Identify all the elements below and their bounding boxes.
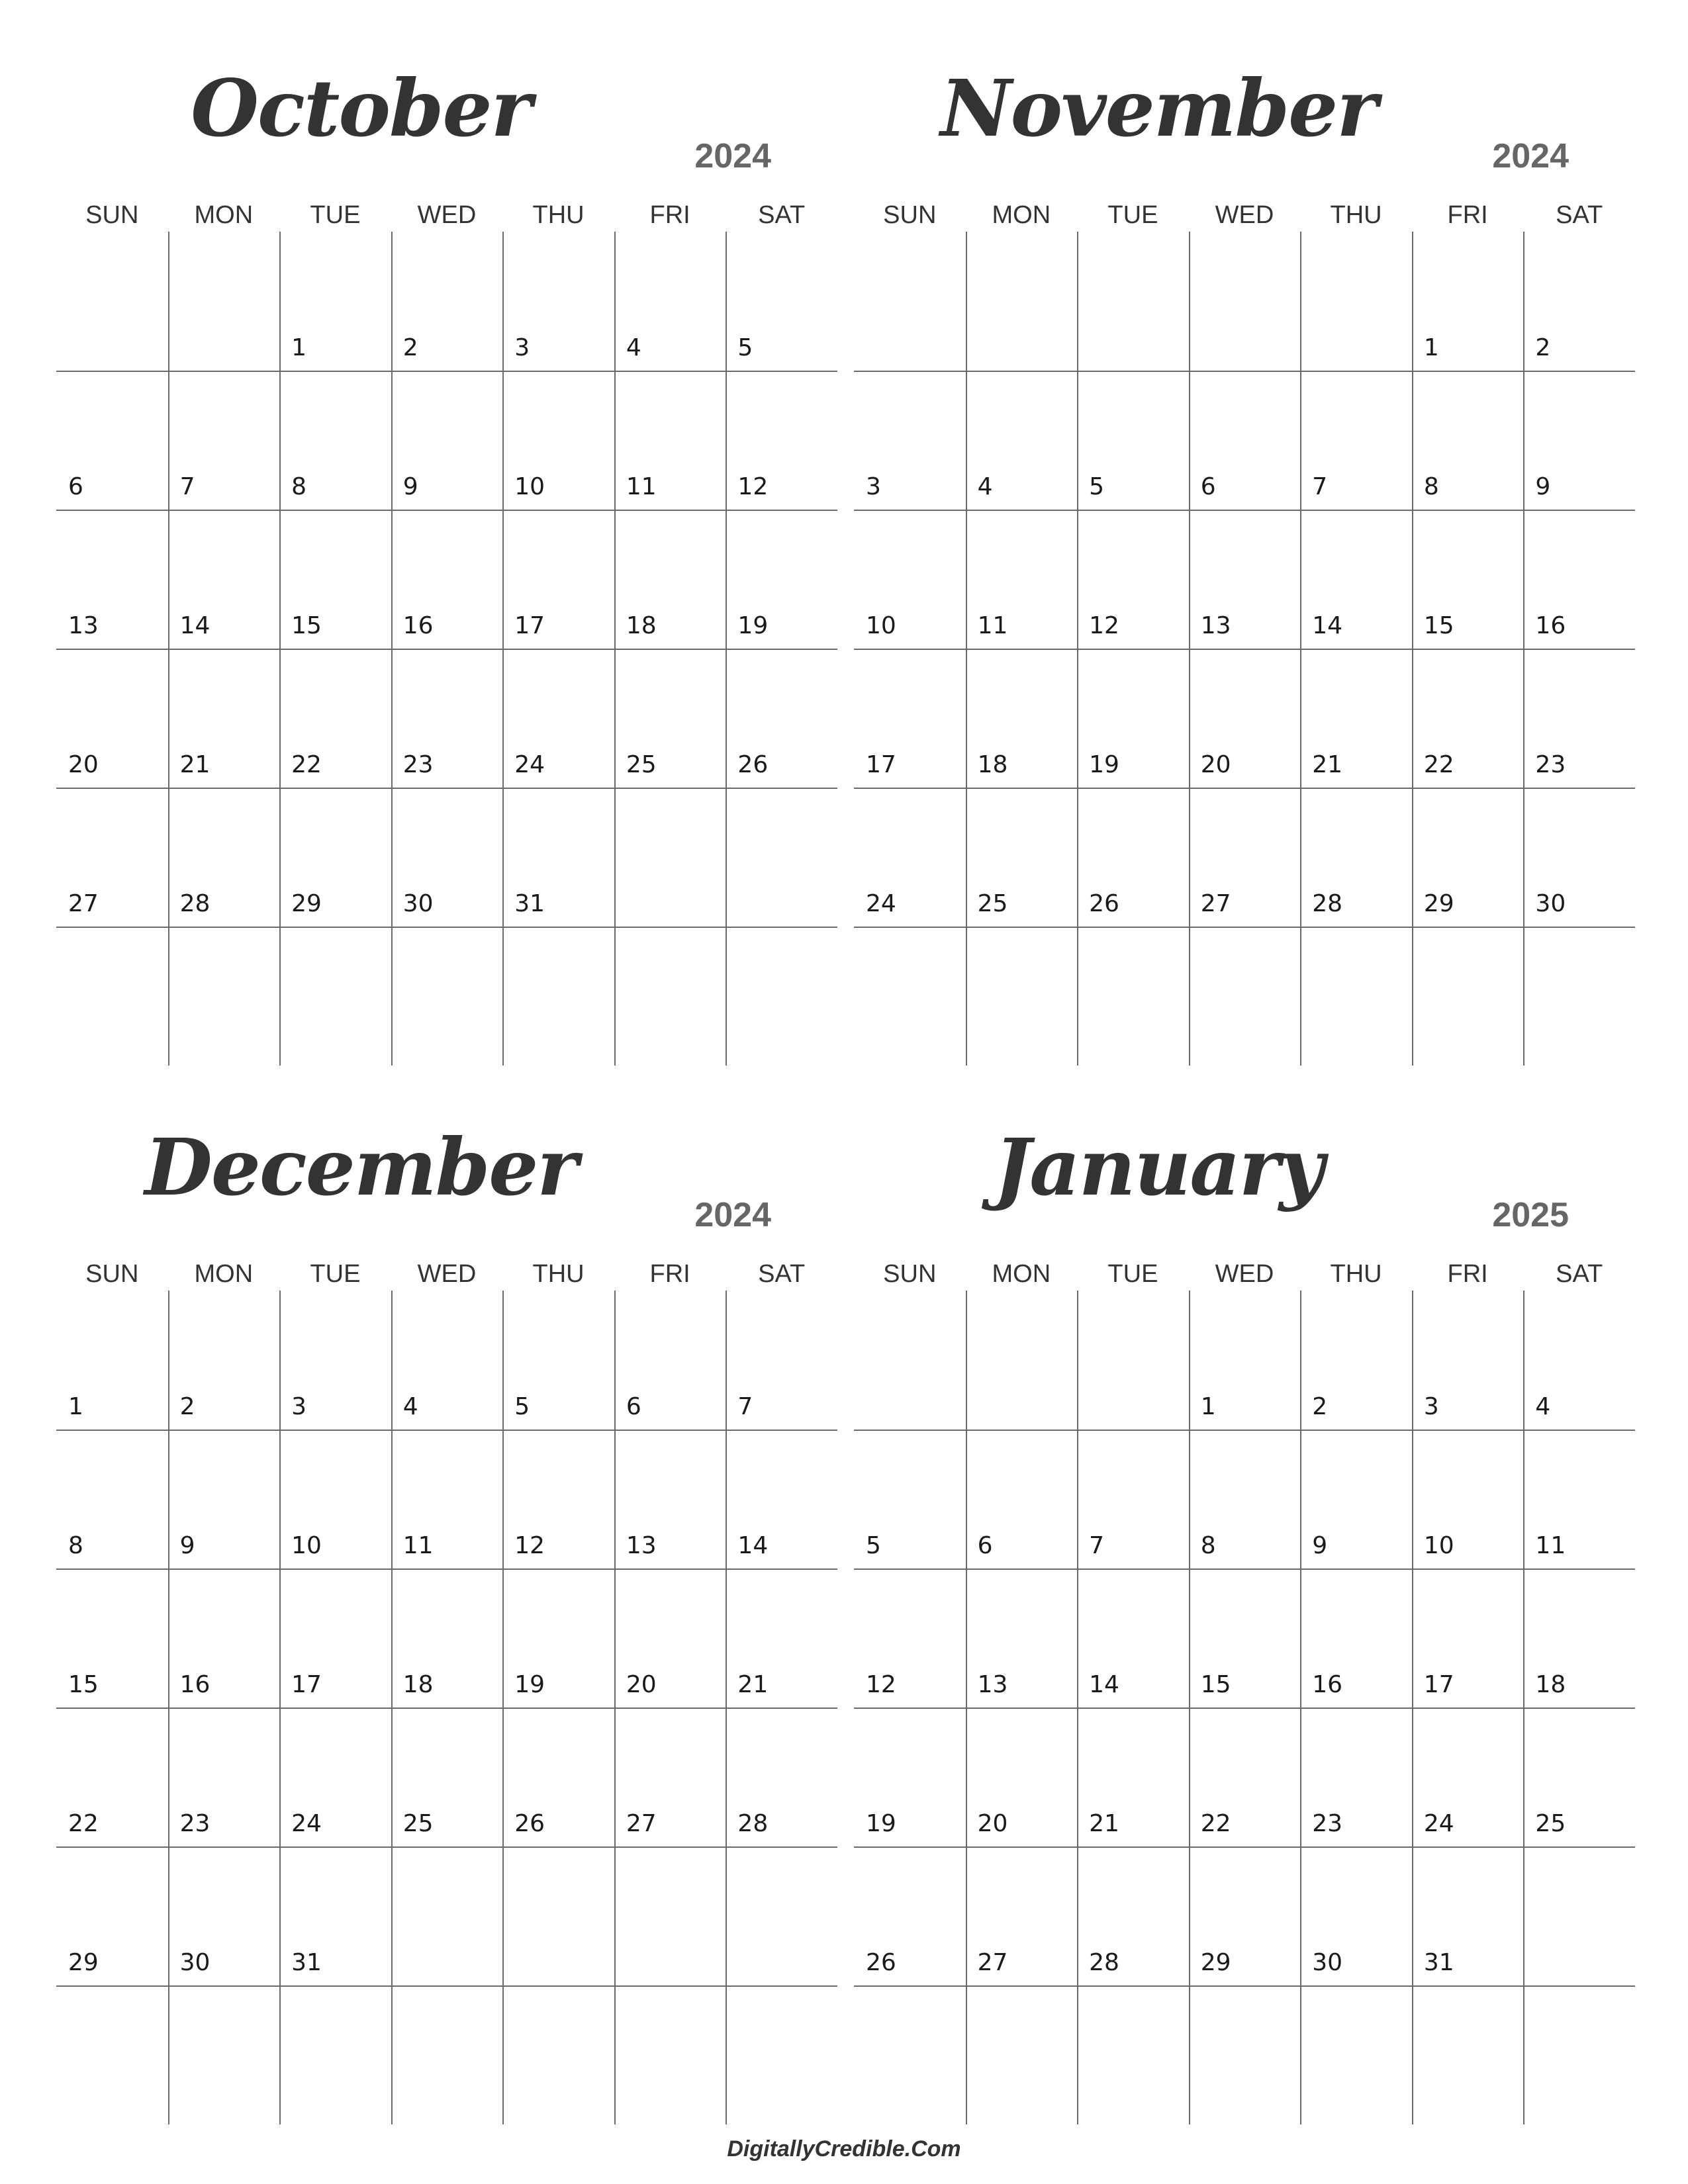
grid-row-divider (56, 510, 837, 511)
day-number: 21 (1312, 751, 1343, 778)
day-number: 13 (977, 1671, 1008, 1698)
grid-row-divider (56, 927, 837, 928)
day-number: 6 (977, 1532, 993, 1559)
date-grid (854, 1291, 1635, 2124)
weekday-header-row (56, 1257, 837, 1291)
day-number: 5 (514, 1393, 530, 1420)
weekday-label: SUN (85, 201, 139, 229)
day-number: 3 (866, 473, 881, 500)
day-number: 2 (1535, 334, 1551, 361)
day-number: 6 (1200, 473, 1216, 500)
month-december (56, 1059, 837, 2091)
day-number: 4 (402, 1393, 418, 1420)
month-title: January (994, 1121, 1323, 1213)
day-number: 28 (737, 1810, 769, 1837)
day-number: 2 (1312, 1393, 1328, 1420)
day-number: 29 (68, 1949, 99, 1976)
day-number: 16 (402, 612, 434, 639)
grid-row-divider (854, 371, 1635, 372)
day-number: 25 (626, 751, 657, 778)
day-number: 25 (977, 890, 1008, 917)
month-october (56, 0, 837, 1032)
day-number: 21 (179, 751, 211, 778)
month-title: October (191, 62, 531, 154)
grid-row-divider (854, 1430, 1635, 1431)
weekday-label: THU (1330, 201, 1382, 229)
grid-row-divider (56, 1430, 837, 1431)
grid-row-divider (854, 510, 1635, 511)
day-number: 23 (1312, 1810, 1343, 1837)
day-number: 6 (68, 473, 83, 500)
day-number: 9 (1535, 473, 1551, 500)
day-number: 15 (1200, 1671, 1231, 1698)
day-number: 18 (1535, 1671, 1566, 1698)
month-title: December (144, 1121, 577, 1213)
day-number: 24 (291, 1810, 322, 1837)
day-number: 1 (68, 1393, 83, 1420)
day-number: 1 (1200, 1393, 1216, 1420)
day-number: 31 (514, 890, 545, 917)
footer-credit: DigitallyCredible.Com (727, 2136, 961, 2161)
day-number: 24 (1423, 1810, 1454, 1837)
weekday-label: SAT (758, 201, 806, 229)
day-number: 29 (1200, 1949, 1231, 1976)
day-number: 3 (291, 1393, 307, 1420)
day-number: 15 (291, 612, 322, 639)
day-number: 20 (1200, 751, 1231, 778)
day-number: 7 (1312, 473, 1328, 500)
day-number: 20 (626, 1671, 657, 1698)
day-number: 31 (291, 1949, 322, 1976)
day-number: 9 (179, 1532, 195, 1559)
day-number: 15 (1423, 612, 1454, 639)
day-number: 12 (514, 1532, 545, 1559)
weekday-label: MON (992, 201, 1051, 229)
day-number: 20 (68, 751, 99, 778)
day-number: 17 (514, 612, 545, 639)
day-number: 1 (1423, 334, 1439, 361)
day-number: 7 (179, 473, 195, 500)
weekday-label: MON (194, 1260, 254, 1288)
day-number: 30 (402, 890, 434, 917)
weekday-label: SUN (883, 201, 937, 229)
day-number: 18 (977, 751, 1008, 778)
weekday-label: THU (1330, 1260, 1382, 1288)
weekday-label: MON (194, 201, 254, 229)
day-number: 5 (866, 1532, 881, 1559)
day-number: 16 (1312, 1671, 1343, 1698)
day-number: 28 (179, 890, 211, 917)
weekday-label: TUE (310, 1260, 361, 1288)
day-number: 12 (737, 473, 769, 500)
day-number: 31 (1423, 1949, 1454, 1976)
weekday-label: SAT (1556, 1260, 1603, 1288)
day-number: 8 (1200, 1532, 1216, 1559)
grid-row-divider (854, 1569, 1635, 1570)
weekday-label: FRI (649, 1260, 690, 1288)
day-number: 27 (68, 890, 99, 917)
day-number: 24 (866, 890, 896, 917)
date-grid (56, 1291, 837, 2124)
day-number: 19 (866, 1810, 896, 1837)
grid-row-divider (56, 1707, 837, 1709)
day-number: 30 (1312, 1949, 1343, 1976)
weekday-header-row (854, 1257, 1635, 1291)
weekday-label: FRI (1447, 1260, 1488, 1288)
day-number: 16 (1535, 612, 1566, 639)
weekday-label: THU (532, 201, 585, 229)
day-number: 28 (1312, 890, 1343, 917)
day-number: 22 (68, 1810, 99, 1837)
day-number: 11 (1535, 1532, 1566, 1559)
day-number: 14 (1089, 1671, 1119, 1698)
weekday-label: TUE (1107, 201, 1158, 229)
day-number: 26 (514, 1810, 545, 1837)
grid-row-divider (56, 1846, 837, 1848)
day-number: 27 (977, 1949, 1008, 1976)
day-number: 7 (737, 1393, 753, 1420)
day-number: 2 (402, 334, 418, 361)
day-number: 13 (626, 1532, 657, 1559)
day-number: 4 (977, 473, 993, 500)
weekday-label: WED (417, 201, 477, 229)
grid-row-divider (56, 1985, 837, 1987)
day-number: 18 (402, 1671, 434, 1698)
day-number: 23 (179, 1810, 211, 1837)
day-number: 24 (514, 751, 545, 778)
day-number: 2 (179, 1393, 195, 1420)
day-number: 1 (291, 334, 307, 361)
month-january (854, 1059, 1635, 2091)
day-number: 8 (68, 1532, 83, 1559)
day-number: 27 (1200, 890, 1231, 917)
weekday-label: TUE (1107, 1260, 1158, 1288)
day-number: 10 (514, 473, 545, 500)
day-number: 8 (1423, 473, 1439, 500)
grid-row-divider (854, 927, 1635, 928)
weekday-label: SAT (1556, 201, 1603, 229)
day-number: 26 (1089, 890, 1119, 917)
weekday-header-row (854, 199, 1635, 232)
weekday-label: SUN (883, 1260, 937, 1288)
grid-row-divider (854, 649, 1635, 650)
day-number: 22 (291, 751, 322, 778)
weekday-label: TUE (310, 201, 361, 229)
day-number: 20 (977, 1810, 1008, 1837)
day-number: 5 (1089, 473, 1105, 500)
day-number: 12 (1089, 612, 1119, 639)
month-year: 2025 (1492, 1196, 1569, 1234)
day-number: 14 (737, 1532, 769, 1559)
day-number: 4 (626, 334, 641, 361)
day-number: 14 (179, 612, 211, 639)
grid-row-divider (56, 649, 837, 650)
day-number: 29 (1423, 890, 1454, 917)
day-number: 23 (402, 751, 434, 778)
month-year: 2024 (694, 137, 771, 175)
day-number: 17 (291, 1671, 322, 1698)
day-number: 11 (977, 612, 1008, 639)
day-number: 29 (291, 890, 322, 917)
day-number: 8 (291, 473, 307, 500)
day-number: 16 (179, 1671, 211, 1698)
weekday-header-row (56, 199, 837, 232)
day-number: 6 (626, 1393, 641, 1420)
day-number: 30 (1535, 890, 1566, 917)
day-number: 10 (1423, 1532, 1454, 1559)
day-number: 21 (737, 1671, 769, 1698)
grid-row-divider (854, 1707, 1635, 1709)
day-number: 25 (402, 1810, 434, 1837)
grid-row-divider (56, 371, 837, 372)
month-year: 2024 (694, 1196, 771, 1234)
day-number: 3 (1423, 1393, 1439, 1420)
day-number: 3 (514, 334, 530, 361)
grid-row-divider (854, 788, 1635, 789)
weekday-label: FRI (649, 201, 690, 229)
grid-row-divider (56, 1569, 837, 1570)
month-november (854, 0, 1635, 1032)
day-number: 27 (626, 1810, 657, 1837)
weekday-label: MON (992, 1260, 1051, 1288)
day-number: 4 (1535, 1393, 1551, 1420)
grid-row-divider (854, 1985, 1635, 1987)
day-number: 9 (402, 473, 418, 500)
grid-row-divider (56, 788, 837, 789)
day-number: 23 (1535, 751, 1566, 778)
grid-row-divider (854, 1846, 1635, 1848)
day-number: 7 (1089, 1532, 1105, 1559)
day-number: 19 (1089, 751, 1119, 778)
day-number: 9 (1312, 1532, 1328, 1559)
day-number: 25 (1535, 1810, 1566, 1837)
day-number: 28 (1089, 1949, 1119, 1976)
day-number: 5 (737, 334, 753, 361)
day-number: 26 (866, 1949, 896, 1976)
day-number: 17 (866, 751, 896, 778)
day-number: 12 (866, 1671, 896, 1698)
day-number: 13 (68, 612, 99, 639)
day-number: 11 (402, 1532, 434, 1559)
weekday-label: THU (532, 1260, 585, 1288)
day-number: 18 (626, 612, 657, 639)
day-number: 10 (866, 612, 896, 639)
day-number: 26 (737, 751, 769, 778)
weekday-label: FRI (1447, 201, 1488, 229)
day-number: 19 (514, 1671, 545, 1698)
day-number: 21 (1089, 1810, 1119, 1837)
month-year: 2024 (1492, 137, 1569, 175)
day-number: 19 (737, 612, 769, 639)
month-title: November (940, 62, 1377, 154)
date-grid (56, 232, 837, 1066)
day-number: 13 (1200, 612, 1231, 639)
day-number: 17 (1423, 1671, 1454, 1698)
date-grid (854, 232, 1635, 1066)
day-number: 10 (291, 1532, 322, 1559)
weekday-label: WED (417, 1260, 477, 1288)
day-number: 30 (179, 1949, 211, 1976)
day-number: 15 (68, 1671, 99, 1698)
day-number: 11 (626, 473, 657, 500)
weekday-label: WED (1215, 201, 1274, 229)
weekday-label: SUN (85, 1260, 139, 1288)
day-number: 22 (1200, 1810, 1231, 1837)
weekday-label: SAT (758, 1260, 806, 1288)
day-number: 14 (1312, 612, 1343, 639)
weekday-label: WED (1215, 1260, 1274, 1288)
day-number: 22 (1423, 751, 1454, 778)
